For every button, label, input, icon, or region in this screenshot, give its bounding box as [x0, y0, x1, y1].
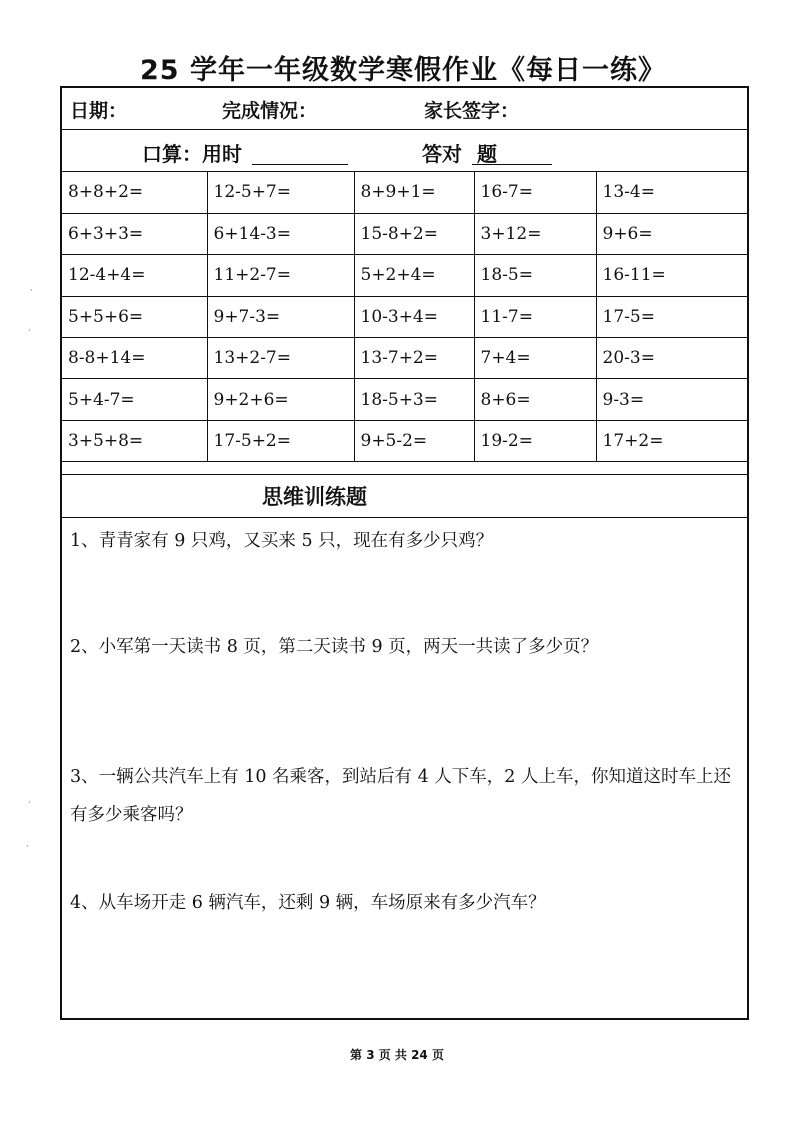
calc-problem[interactable]: 6+3+3= — [62, 213, 207, 254]
calc-problem[interactable]: 12-5+7= — [207, 172, 354, 213]
calc-problem[interactable]: 16-11= — [596, 255, 747, 296]
oral-calc-table — [62, 172, 747, 462]
time-used-blank[interactable] — [252, 146, 348, 165]
calc-problem[interactable]: 13-4= — [596, 172, 747, 213]
question-unit-label: 题 — [476, 142, 497, 166]
calc-problem[interactable]: 13-7+2= — [354, 338, 474, 379]
calc-problem[interactable]: 17-5+2= — [207, 420, 354, 461]
calc-problem[interactable]: 17-5= — [596, 296, 747, 337]
scan-speck: · — [28, 798, 31, 807]
calc-problem[interactable]: 11-7= — [474, 296, 596, 337]
calc-problem[interactable]: 8+6= — [474, 379, 596, 420]
calc-problem[interactable]: 8+8+2= — [62, 172, 207, 213]
calc-problem[interactable]: 13+2-7= — [207, 338, 354, 379]
calc-problem[interactable]: 20-3= — [596, 338, 747, 379]
calc-problem[interactable]: 16-7= — [474, 172, 596, 213]
worksheet-frame — [60, 86, 749, 1020]
calc-row — [62, 420, 747, 461]
calc-problem[interactable]: 5+2+4= — [354, 255, 474, 296]
calc-problem[interactable]: 11+2-7= — [207, 255, 354, 296]
calc-row — [62, 296, 747, 337]
calc-problem[interactable]: 6+14-3= — [207, 213, 354, 254]
calc-problem[interactable]: 9+7-3= — [207, 296, 354, 337]
calc-row — [62, 338, 747, 379]
calc-problem[interactable]: 5+5+6= — [62, 296, 207, 337]
question-2: 2、小军第一天读书 8 页，第二天读书 9 页，两天一共读了多少页？ — [70, 637, 599, 657]
calc-problem[interactable]: 18-5+3= — [354, 379, 474, 420]
calc-problem[interactable]: 15-8+2= — [354, 213, 474, 254]
date-label: 日期： — [70, 100, 128, 122]
calc-problem[interactable]: 3+5+8= — [62, 420, 207, 461]
scan-speck: · — [30, 286, 33, 295]
time-used-label: 口算：用时 — [142, 142, 242, 166]
page-title: 25 学年一年级数学寒假作业《每日一练》 — [140, 55, 666, 86]
correct-blank[interactable] — [472, 146, 552, 165]
calc-problem[interactable]: 10-3+4= — [354, 296, 474, 337]
calc-problem[interactable]: 19-2= — [474, 420, 596, 461]
calc-problem[interactable]: 9-3= — [596, 379, 747, 420]
parent-signature-label: 家长签字： — [424, 100, 520, 122]
calc-row — [62, 255, 747, 296]
calc-row — [62, 379, 747, 420]
calc-problem[interactable]: 8+9+1= — [354, 172, 474, 213]
calc-row — [62, 213, 747, 254]
question-1: 1、青青家有 9 只鸡，又买来 5 只，现在有多少只鸡？ — [70, 531, 494, 551]
calc-row — [62, 172, 747, 213]
completion-label: 完成情况： — [222, 100, 318, 122]
question-4: 4、从车场开走 6 辆汽车，还剩 9 辆，车场原来有多少汽车？ — [70, 893, 546, 913]
calc-problem[interactable]: 18-5= — [474, 255, 596, 296]
info-row — [62, 88, 747, 130]
oral-calc-row — [62, 130, 747, 172]
calc-problem[interactable]: 12-4+4= — [62, 255, 207, 296]
question-3: 3、一辆公共汽车上有 10 名乘客，到站后有 4 人下车，2 人上车，你知道这时车上还有多少乘客吗？ — [70, 767, 731, 825]
calc-problem[interactable]: 7+4= — [474, 338, 596, 379]
scan-speck: · — [26, 842, 29, 851]
correct-label: 答对 — [422, 142, 462, 166]
calc-problem[interactable]: 9+5-2= — [354, 420, 474, 461]
calc-problem[interactable]: 3+12= — [474, 213, 596, 254]
calc-problem[interactable]: 17+2= — [596, 420, 747, 461]
calc-problem[interactable]: 8-8+14= — [62, 338, 207, 379]
calc-problem[interactable]: 5+4-7= — [62, 379, 207, 420]
calc-problem[interactable]: 9+2+6= — [207, 379, 354, 420]
page-number: 第 3 页 共 24 页 — [350, 1048, 444, 1062]
calc-problem[interactable]: 9+6= — [596, 213, 747, 254]
scan-speck: · — [28, 326, 31, 335]
thinking-section-title: 思维训练题 — [62, 474, 747, 518]
